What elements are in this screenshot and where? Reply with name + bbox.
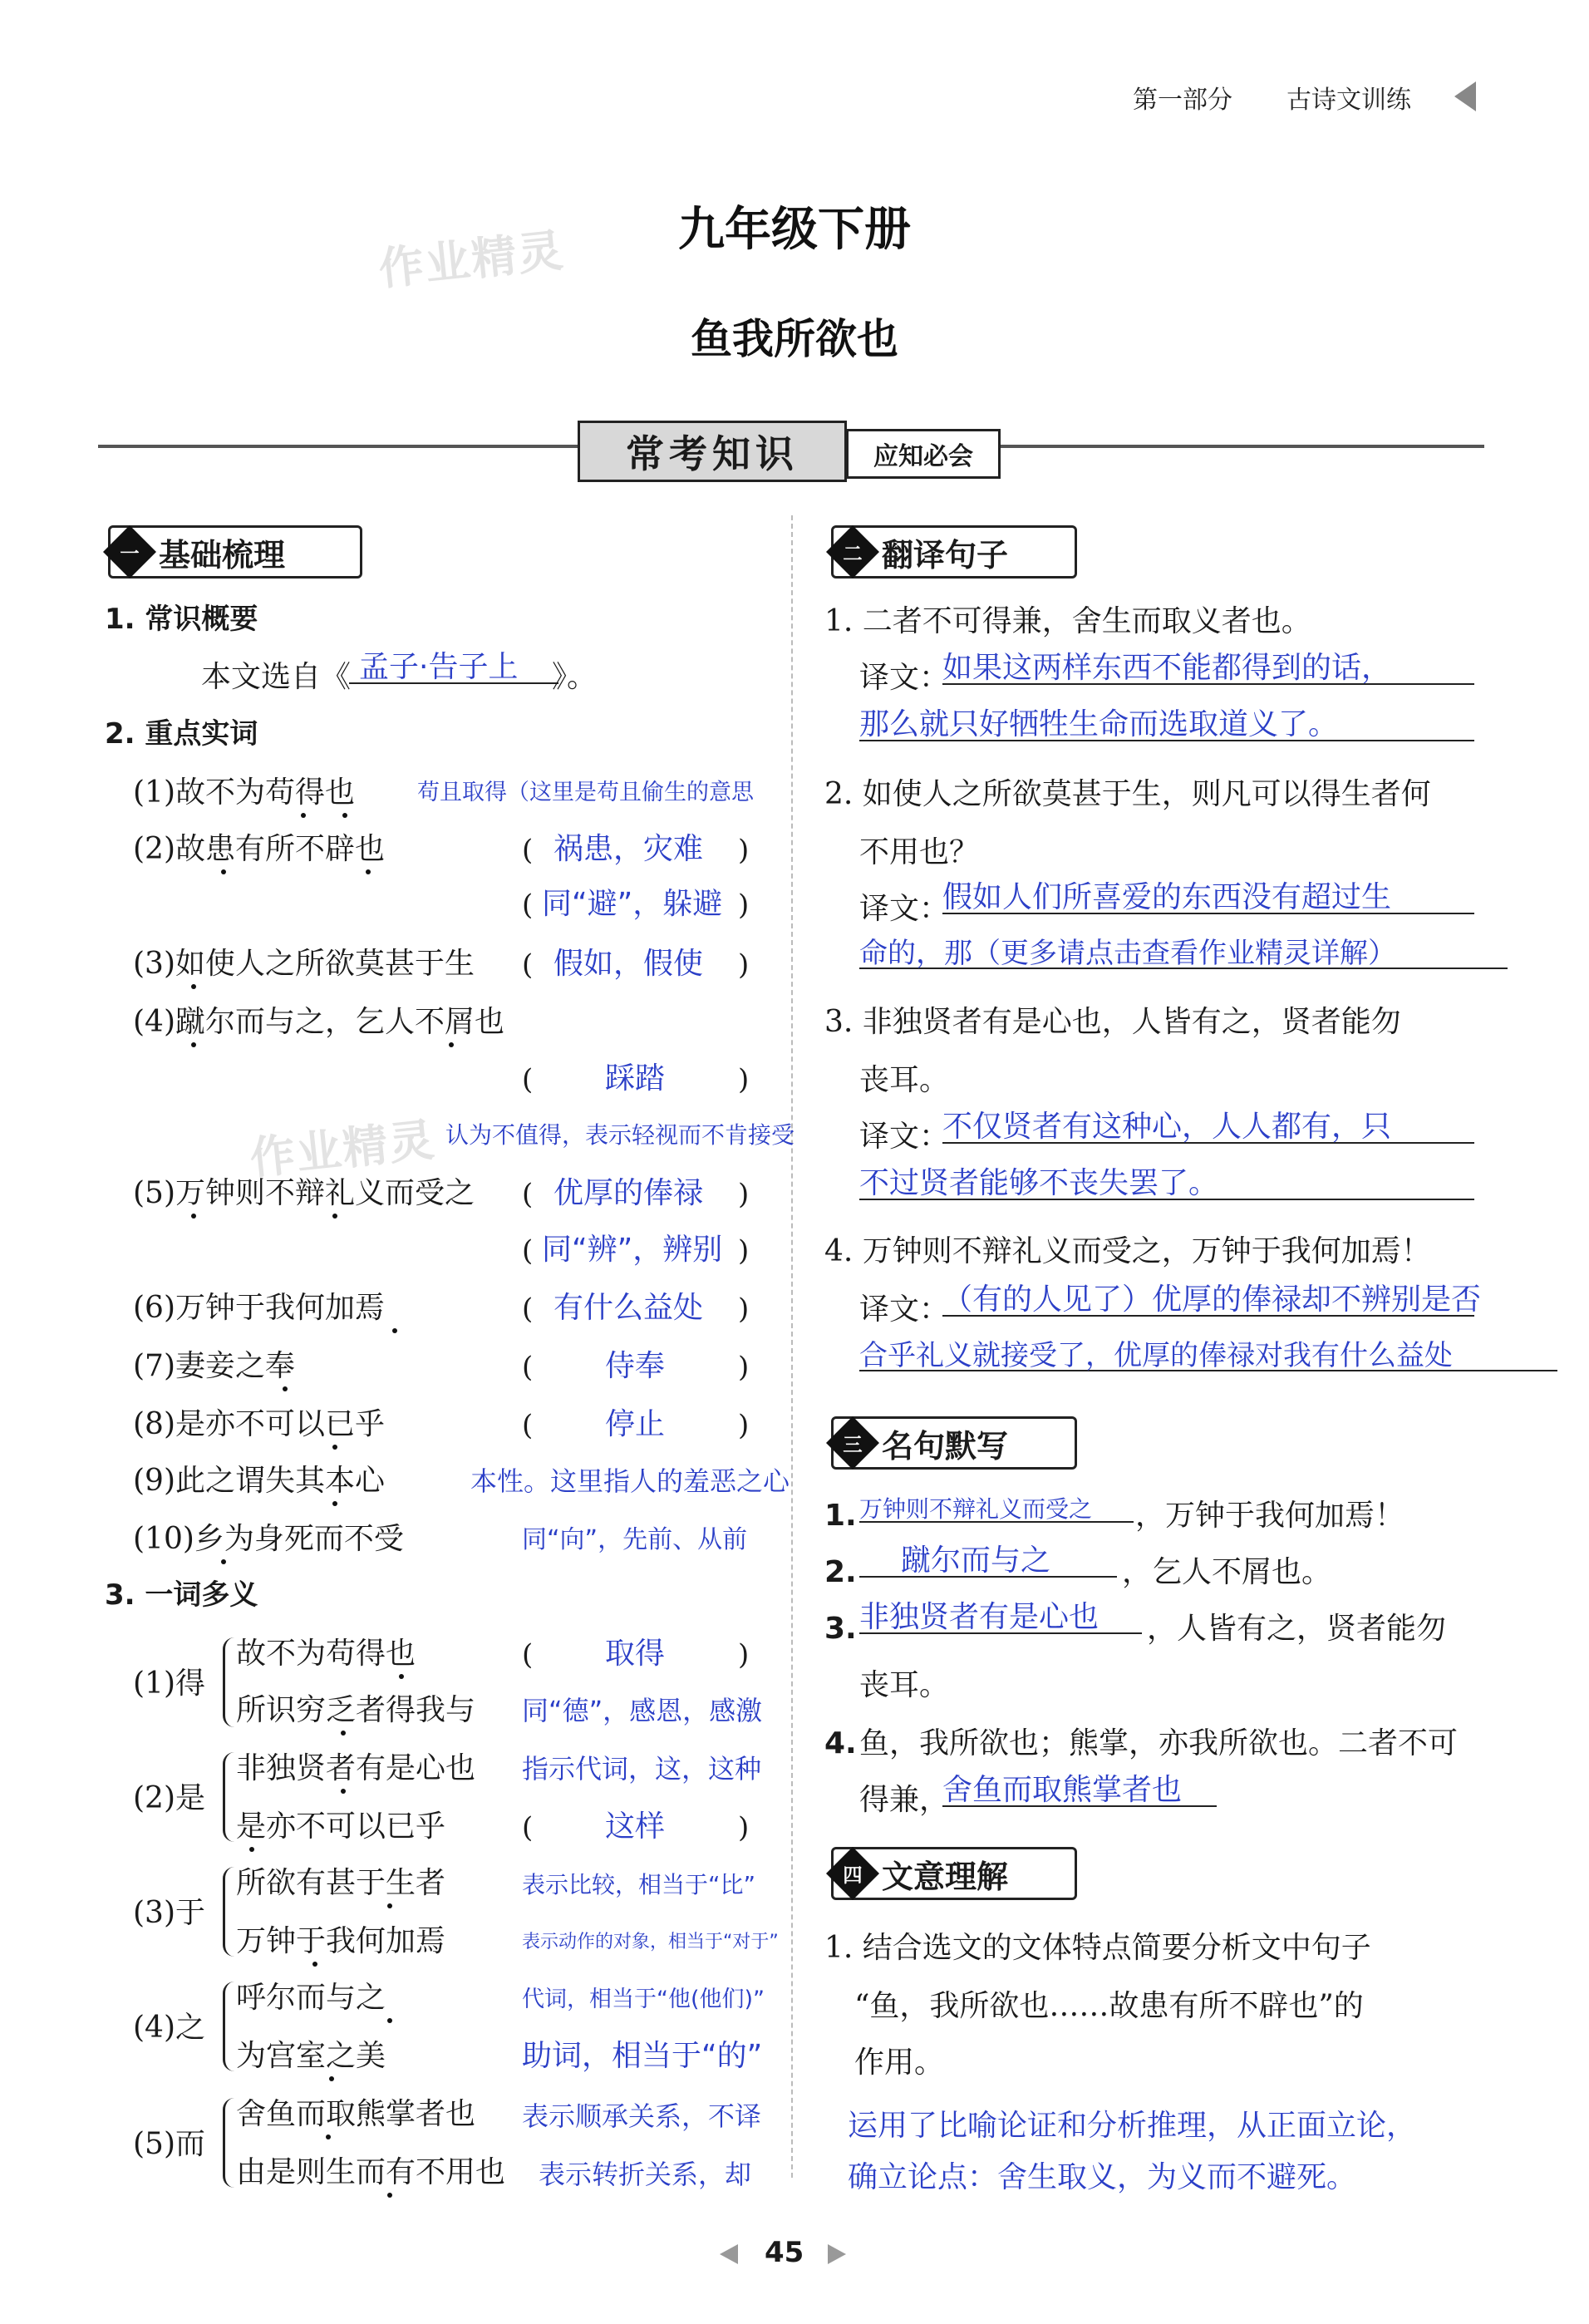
header-topic: 古诗文训练 — [1286, 86, 1411, 115]
emphasis-dot — [341, 1731, 346, 1736]
q3-line-answer: 同“德”，感恩，感激 — [522, 1695, 763, 1726]
q2-item-text: (3)如使人之所欲莫甚于生 — [133, 947, 475, 981]
translate-answer: 合乎礼义就接受了，优厚的俸禄对我有什么益处 — [859, 1342, 1557, 1371]
paren-right: ) — [738, 1292, 750, 1326]
q2-item-answer: 踩踏 — [605, 1061, 666, 1096]
emphasis-dot — [332, 1445, 337, 1450]
q3-line-text: 所识穷乏者得我与 — [236, 1693, 476, 1727]
recite-text: 丧耳。 — [859, 1668, 950, 1702]
q3-line-text: 为宫室之美 — [236, 2039, 386, 2073]
recite-text: ，乞人不屑也。 — [1122, 1555, 1332, 1589]
recite-answer: 万钟则不辩礼义而受之 — [859, 1498, 1134, 1523]
q2-item-text: (9)此之谓失其本心 — [133, 1464, 385, 1498]
translate-question: 3. 非独贤者有是心也，人皆有之，贤者能勿 — [824, 1005, 1401, 1039]
q3-line-text: 非独贤者有是心也 — [236, 1751, 476, 1785]
brace — [223, 1867, 235, 1957]
q3-line-text: 呼尔而与之 — [236, 1981, 386, 2015]
paren-left: ( — [522, 889, 534, 922]
comprehension-question: 作用。 — [854, 2046, 945, 2080]
q2-item-text: (1)故不为苟得也 — [133, 775, 355, 810]
emphasis-dot — [387, 2018, 392, 2023]
prev-page-icon[interactable] — [720, 2244, 738, 2264]
translate-question: 丧耳。 — [859, 1063, 950, 1097]
brace — [223, 1752, 235, 1842]
q2-label: 2. 重点实词 — [105, 717, 258, 751]
paren-left: ( — [522, 1811, 534, 1844]
q2-item-text: (10)乡为身死而不受 — [133, 1522, 404, 1556]
translate-answer: 不过贤者能够不丧失罢了。 — [859, 1169, 1474, 1200]
q2-item-answer: 苟且取得（这里是苟且偷生的意思 — [417, 780, 754, 805]
q3-line-answer: 表示动作的对象，相当于“对于” — [522, 1932, 779, 1952]
paren-left: ( — [522, 1234, 534, 1268]
banner-main: 常考知识 — [578, 421, 847, 482]
q3-word: (1)得 — [133, 1667, 205, 1701]
paren-left: ( — [522, 948, 534, 982]
q3-line-answer: 这样 — [605, 1809, 666, 1844]
recite-answer: 蹴尔而与之 — [859, 1546, 1117, 1578]
q2-item-answer: 侍奉 — [605, 1349, 666, 1383]
q1-answer: 孟子·告子上 — [349, 652, 558, 684]
translate-question: 不用也？ — [859, 835, 980, 869]
q3-line-text: 由是则生而有不用也 — [236, 2155, 506, 2189]
recite-num: 1. — [824, 1499, 857, 1533]
emphasis-dot — [387, 1903, 392, 1908]
paren-right: ) — [738, 1638, 750, 1672]
q3-line-answer: 表示转折关系，却 — [539, 2159, 752, 2190]
q2-item-text: (5)万钟则不辩礼义而受之 — [133, 1176, 475, 1210]
q2-item-text: (8)是亦不可以已乎 — [133, 1407, 385, 1441]
translate-answer: 假如人们所喜爱的东西没有超过生 — [942, 883, 1474, 914]
translate-label: 译文： — [859, 661, 950, 695]
translate-answer: 不仅贤者有这种心，人人都有，只 — [942, 1112, 1474, 1144]
emphasis-dot — [191, 1214, 196, 1219]
paren-right: ) — [738, 834, 750, 867]
q2-item-answer: 优厚的俸禄 — [553, 1176, 704, 1210]
recite-answer: 舍鱼而取熊掌者也 — [942, 1775, 1217, 1807]
translate-answer: 如果这两样东西不能都得到的话， — [942, 653, 1474, 685]
paren-right: ) — [738, 948, 750, 982]
paren-right: ) — [738, 1409, 750, 1442]
next-page-icon[interactable] — [828, 2244, 846, 2264]
paren-left: ( — [522, 1063, 534, 1096]
lesson-title: 鱼我所欲也 — [691, 315, 898, 363]
q2-item-answer: 假如，假使 — [553, 947, 704, 981]
q2-item-answer: 有什么益处 — [553, 1291, 704, 1325]
translate-question: 4. 万钟则不辩礼义而受之，万钟于我何加焉！ — [824, 1234, 1431, 1268]
emphasis-dot — [342, 813, 347, 818]
q3-line-answer: 表示比较，相当于“比” — [522, 1871, 756, 1898]
banner-tag: 应知必会 — [846, 429, 1001, 479]
emphasis-dot — [449, 1042, 454, 1047]
translate-question: 1. 二者不可得兼，舍生而取义者也。 — [824, 604, 1311, 638]
q3-label: 3. 一词多义 — [105, 1578, 258, 1612]
paren-right: ) — [738, 1234, 750, 1268]
comprehension-answer: 确立论点：舍生取义，为义而不避死。 — [848, 2160, 1357, 2194]
q3-line-text: 万钟于我何加焉 — [236, 1924, 446, 1958]
section-heading-basics: 一 基础梳理 — [108, 525, 362, 579]
translate-label: 译文： — [859, 892, 950, 926]
q1-text: 本文选自《 — [201, 660, 352, 694]
emphasis-dot — [191, 984, 196, 989]
paren-right: ) — [738, 889, 750, 922]
brace — [223, 2098, 235, 2188]
q2-item-answer: 本性。这里指人的羞恶之心 — [470, 1465, 790, 1497]
grade-title: 九年级下册 — [678, 203, 911, 257]
q3-line-answer: 取得 — [605, 1637, 666, 1671]
emphasis-dot — [329, 2076, 334, 2081]
q3-word: (4)之 — [133, 2011, 205, 2045]
paren-left: ( — [522, 1178, 534, 1211]
q3-line-answer: 代词，相当于“他(他们)” — [522, 1987, 765, 2012]
q3-word: (3)于 — [133, 1896, 205, 1930]
watermark: 作业精灵 — [247, 1113, 439, 1185]
watermark: 作业精灵 — [376, 224, 568, 296]
paren-left: ( — [522, 1638, 534, 1672]
emphasis-dot — [312, 1962, 317, 1967]
paren-right: ) — [738, 1351, 750, 1384]
q3-line-text: 是亦不可以已乎 — [236, 1809, 446, 1844]
translate-answer: （有的人见了）优厚的俸禄却不辨别是否 — [942, 1283, 1482, 1317]
section-heading-comprehension: 四 文意理解 — [831, 1847, 1077, 1900]
section-heading-translate: 二 翻译句子 — [831, 525, 1077, 579]
comprehension-answer: 运用了比喻论证和分析推理，从正面立论， — [848, 2109, 1417, 2143]
paren-left: ( — [522, 1409, 534, 1442]
emphasis-dot — [326, 2134, 331, 2139]
emphasis-dot — [283, 1386, 288, 1391]
section-heading-recite: 三 名句默写 — [831, 1416, 1077, 1470]
q2-item-text: (4)蹴尔而与之，乞人不屑也 — [133, 1005, 504, 1039]
q1-text-post: 》。 — [552, 660, 598, 694]
q3-line-text: 舍鱼而取熊掌者也 — [236, 2097, 476, 2131]
emphasis-dot — [392, 1328, 397, 1333]
paren-left: ( — [522, 1351, 534, 1384]
emphasis-dot — [332, 1501, 337, 1506]
emphasis-dot — [191, 1042, 196, 1047]
emphasis-dot — [249, 1847, 254, 1852]
comprehension-question: “鱼，我所欲也……故患有所不辟也”的 — [854, 1989, 1364, 2023]
emphasis-dot — [341, 1789, 346, 1794]
paren-right: ) — [738, 1178, 750, 1211]
paren-left: ( — [522, 1292, 534, 1326]
q2-item-answer: 同“避”，躲避 — [542, 887, 723, 921]
emphasis-dot — [387, 2193, 392, 2198]
paren-left: ( — [522, 834, 534, 867]
recite-num: 3. — [824, 1612, 857, 1646]
translate-answer: 命的，那（更多请点击查看作业精灵详解） — [859, 939, 1508, 969]
paren-right: ) — [738, 1063, 750, 1096]
header-part: 第一部分 — [1133, 86, 1232, 115]
q3-line-answer: 助词，相当于“的” — [522, 2039, 763, 2073]
recite-text: ，万钟于我何加焉！ — [1135, 1499, 1405, 1533]
recite-answer: 非独贤者有是心也 — [859, 1603, 1142, 1634]
emphasis-dot — [332, 1214, 337, 1219]
recite-num: 2. — [824, 1555, 857, 1589]
translate-answer: 那么就只好牺牲生命而选取道义了。 — [859, 710, 1474, 741]
paren-right: ) — [738, 1811, 750, 1844]
recite-text: 鱼，我所欲也；熊掌，亦我所欲也。二者不可 — [859, 1726, 1459, 1760]
emphasis-dot — [301, 813, 306, 818]
header-arrow-icon — [1454, 81, 1476, 111]
recite-text: ，人皆有之，贤者能勿 — [1147, 1612, 1447, 1646]
emphasis-dot — [366, 869, 371, 874]
q2-item-text: (2)故患有所不辟也 — [133, 832, 385, 866]
q3-line-text: 故不为苟得也 — [236, 1637, 416, 1671]
translate-label: 译文： — [859, 1292, 950, 1327]
q2-item-text: (7)妻妾之奉 — [133, 1349, 295, 1383]
brace — [223, 1982, 235, 2071]
recite-num: 4. — [824, 1726, 857, 1760]
q3-line-answer: 表示顺承关系，不译 — [522, 2100, 762, 2132]
q3-word: (5)而 — [133, 2127, 205, 2161]
recite-text: 得兼， — [859, 1783, 950, 1817]
emphasis-dot — [221, 1559, 226, 1564]
page-number: 45 — [765, 2236, 804, 2269]
emphasis-dot — [399, 1674, 404, 1679]
q2-item-answer: 同“向”，先前、从前 — [522, 1525, 748, 1554]
q3-line-text: 所欲有甚于生者 — [236, 1866, 446, 1900]
q3-line-answer: 指示代词，这，这种 — [522, 1753, 762, 1785]
q1-label: 1. 常识概要 — [105, 603, 258, 636]
column-divider — [791, 515, 793, 2178]
q2-item-answer: 祸患，灾难 — [553, 832, 704, 866]
q2-item-text: (6)万钟于我何加焉 — [133, 1291, 385, 1325]
q2-item-answer: 停止 — [605, 1407, 666, 1441]
q2-item-answer: 同“辨”，辨别 — [542, 1233, 723, 1267]
q2-item-answer: 认为不值得，表示轻视而不肯接受 — [445, 1121, 795, 1149]
q3-word: (2)是 — [133, 1781, 205, 1815]
emphasis-dot — [221, 869, 226, 874]
comprehension-question: 1. 结合选文的文体特点简要分析文中句子 — [824, 1931, 1371, 1965]
translate-label: 译文： — [859, 1120, 950, 1154]
translate-question: 2. 如使人之所欲莫甚于生，则凡可以得生者何 — [824, 777, 1431, 811]
brace — [223, 1637, 235, 1727]
